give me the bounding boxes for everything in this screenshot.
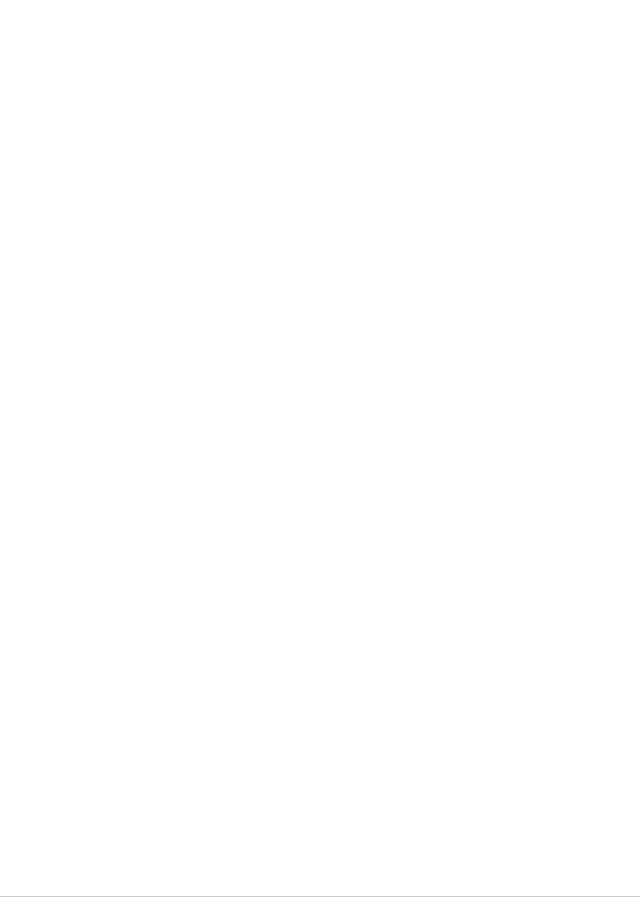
page-footer-line — [0, 896, 640, 897]
